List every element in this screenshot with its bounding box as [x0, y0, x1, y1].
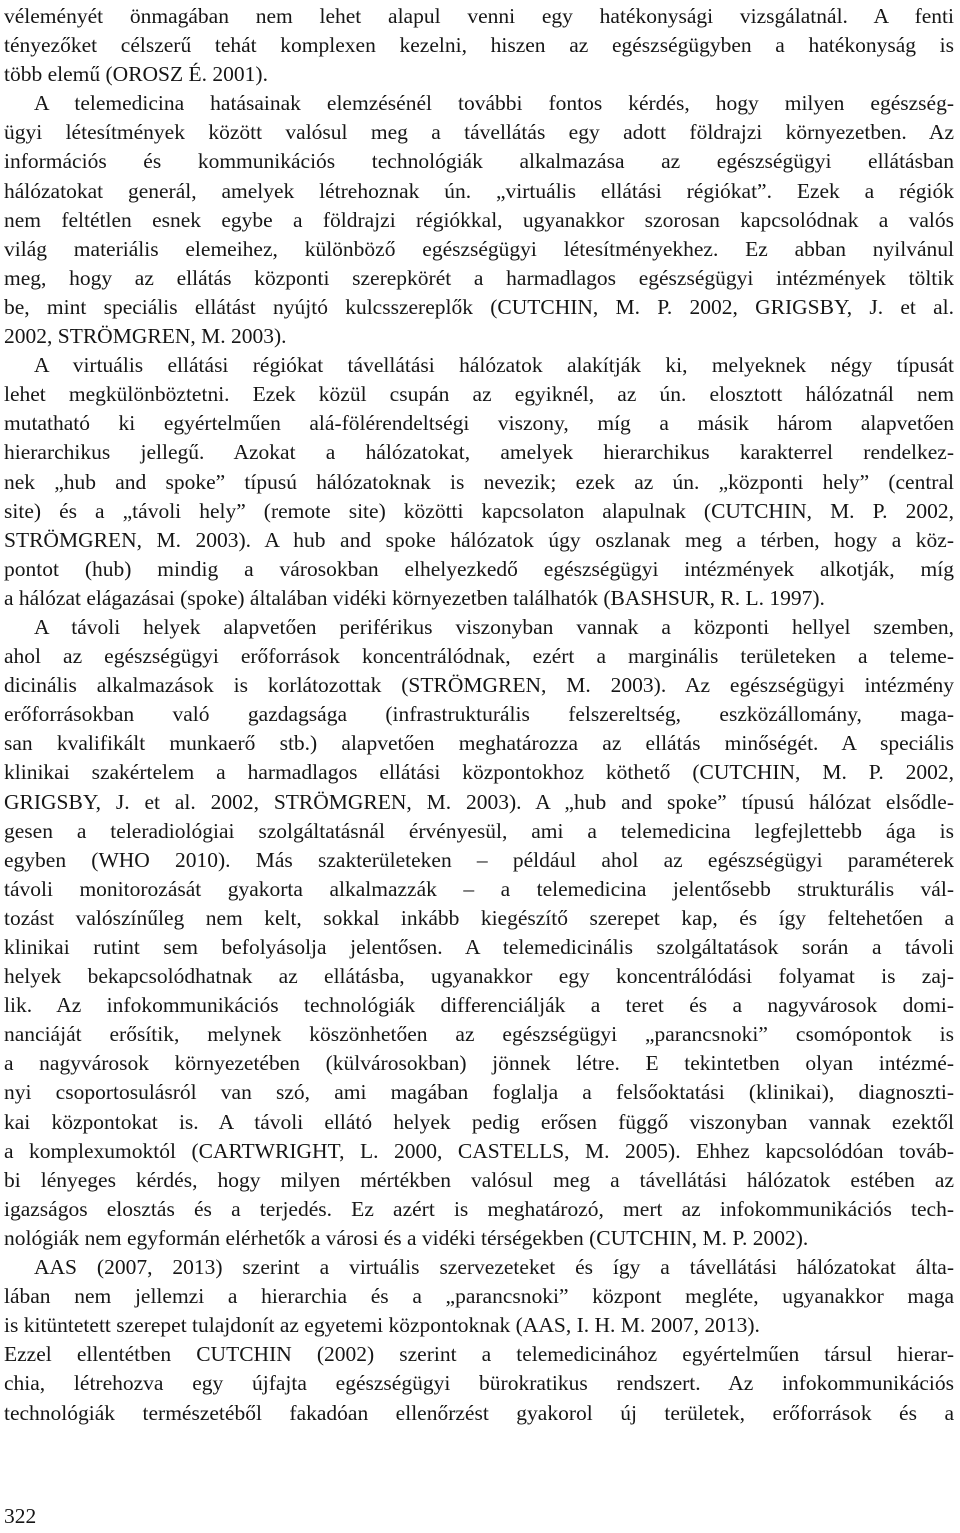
- text-line: meg, hogy az ellátás központi szerepkörét a harmadlagos egészségügyi intézmények töltik: [4, 265, 954, 290]
- text-line: lik. Az infokommunikációs technológiák differenciálják a teret és a nagyvárosok domi-: [4, 993, 954, 1018]
- text-line: kai központokat is. A távoli ellátó helyek pedig erősen függő viszonyban vannak ezektől: [4, 1109, 954, 1134]
- text-line: a hálózat elágazásai (spoke) általában vidéki környezetben találhatók (BASHSUR, R. L. 1997).: [4, 585, 825, 610]
- text-line: nológiák nem egyformán elérhetők a városi és a vidéki térségekben (CUTCHIN, M. P. 2002).: [4, 1225, 809, 1250]
- text-line: tényezőket célszerű tehát komplexen kezelni, hiszen az egészségügyben a hatékonyság is: [4, 33, 954, 58]
- text-line: véleményét önmagában nem lehet alapul venni egy hatékonysági vizsgálatnál. A fenti: [4, 4, 954, 28]
- text-line: pontot (hub) mindig a városokban elhelyezkedő egészségügyi intézmények alkotják, míg: [4, 556, 954, 581]
- text-line: hierarchikus jellegű. Azokat a hálózatokat, amelyek hierarchikus karakterrel rendelkez-: [4, 440, 954, 465]
- text-line: egyben (WHO 2010). Más szakterületeken – például ahol az egészségügyi paraméterek: [4, 847, 954, 872]
- text-line: hálózatokat generál, amelyek létrehoznak ún. „virtuális ellátási régiókat”. Ezek a régiók: [4, 178, 954, 203]
- text-line: be, mint speciális ellátást nyújtó kulcsszereplők (CUTCHIN, M. P. 2002, GRIGSBY, J. et al.: [4, 294, 954, 319]
- text-line: 2002, STRÖMGREN, M. 2003).: [4, 324, 287, 349]
- text-line: nek „hub and spoke” típusú hálózatoknak is nevezik; ezek az ún. „központi hely” (central: [4, 469, 954, 494]
- text-line: mutatható ki egyértelműen alá-fölérendeltségi viszony, míg a másik három alapvetően: [4, 411, 954, 436]
- text-line: igazságos elosztás és a terjedés. Ez azért is meghatározó, mert az infokommunikációs tech-: [4, 1196, 954, 1221]
- text-line: AAS (2007, 2013) szerint a virtuális szervezeteket és így a távellátási hálózatokat álta-: [34, 1255, 954, 1280]
- text-line: információs és kommunikációs technológiák alkalmazása az egészségügyi ellátásban: [4, 149, 954, 174]
- text-line: technológiák természetéből fakadóan ellenőrzést gyakorol új területek, erőforrások és a: [4, 1400, 954, 1425]
- article-body: [4, 2, 954, 1428]
- text-line: helyek bekapcsolódhatnak az ellátásba, ugyanakkor egy koncentrálódási folyamat is zaj-: [4, 964, 954, 989]
- text-line: távoli monitorozását gyakorta alkalmazzák – a telemedicina jelentősebb strukturális vál-: [4, 876, 954, 901]
- text-line: A telemedicina hatásainak elemzésénél további fontos kérdés, hogy milyen egészség-: [34, 91, 954, 116]
- text-line: klinikai szakértelem a harmadlagos ellátási központokhoz köthető (CUTCHIN, M. P. 2002,: [4, 760, 954, 785]
- text-line: klinikai rutint sem befolyásolja jelentősen. A telemedicinális szolgáltatások során a távoli: [4, 935, 954, 959]
- text-line: a komplexumoktól (CARTWRIGHT, L. 2000, CASTELLS, M. 2005). Ehhez kapcsolódóan továb-: [4, 1138, 954, 1163]
- text-line: chia, létrehozva egy újfajta egészségügyi bürokratikus rendszert. Az infokommunikációs: [4, 1371, 954, 1396]
- text-line: san kvalifikált munkaerő stb.) alapvetően meghatározza az ellátás minőségét. A speciális: [4, 731, 954, 756]
- text-line: a nagyvárosok környezetében (külvárosokban) jönnek létre. E tekintetben olyan intézmé-: [4, 1051, 954, 1076]
- text-line: nem feltétlen esnek egybe a földrajzi régiókkal, ugyanakkor szorosan kapcsolódnak a valós: [4, 207, 954, 232]
- text-line: nanciáját erősítik, melynek köszönhetően az egészségügyi „parancsnoki” csomópontok is: [4, 1022, 954, 1047]
- text-line: A távoli helyek alapvetően periférikus viszonyban vannak a központi hellyel szemben,: [34, 614, 954, 639]
- text-line: nyi csoportosulásról van szó, ami magában foglalja a felsőoktatási (klinikai), diagnoszti-: [4, 1080, 954, 1105]
- text-line: is kitüntetett szerepet tulajdonít az egyetemi központoknak (AAS, I. H. M. 2007, 2013).: [4, 1313, 760, 1338]
- text-line: GRIGSBY, J. et al. 2002, STRÖMGREN, M. 2003). A „hub and spoke” típusú hálózat elsődle-: [4, 789, 954, 814]
- text-line: A virtuális ellátási régiókat távellátási hálózatok alakítják ki, melyeknek négy típusát: [34, 353, 954, 378]
- text-line: site) és a „távoli hely” (remote site) közötti kapcsolaton alapulnak (CUTCHIN, M. P. 2002,: [4, 498, 954, 523]
- text-line: STRÖMGREN, M. 2003). A hub and spoke hálózatok úgy oszlanak meg a térben, hogy a köz-: [4, 527, 954, 552]
- text-line: tozást valószínűleg nem kelt, sokkal inkább kiegészítő szerepet kap, és így feltehetően a: [4, 905, 954, 930]
- text-line: gesen a teleradiológiai szolgáltatásnál érvényesül, ami a telemedicina legfejlettebb ága is: [4, 818, 954, 843]
- text-line: ahol az egészségügyi erőforrások koncentrálódnak, ezért a marginális területeken a teleme-: [4, 644, 954, 669]
- text-line: több elemű (OROSZ É. 2001).: [4, 62, 268, 87]
- text-line: Ezzel ellentétben CUTCHIN (2002) szerint a telemedicinához egyértelműen társul hierar-: [4, 1342, 954, 1367]
- text-line: lehet megkülönböztetni. Ezek közül csupán az egyiknél, az ún. elosztott hálózatnál nem: [4, 382, 954, 407]
- text-line: dicinális alkalmazások is korlátozottak (STRÖMGREN, M. 2003). Az egészségügyi intézmény: [4, 673, 954, 698]
- text-line: bi lényeges kérdés, hogy milyen mértékben valósul meg a távellátási hálózatok estében az: [4, 1167, 954, 1192]
- text-line: lában nem jellemzi a hierarchia és a „parancsnoki” központ megléte, ugyanakkor maga: [4, 1284, 954, 1309]
- page-number: 322: [4, 1504, 37, 1528]
- text-line: ügyi létesítmények között valósul meg a távellátás egy adott földrajzi környezetben. Az: [4, 120, 954, 145]
- text-line: világ materiális elemeihez, különböző egészségügyi létesítményekhez. Ez abban nyilvánul: [4, 236, 954, 261]
- text-line: erőforrásokban való gazdagsága (infrastrukturális felszereltség, eszközállomány, maga-: [4, 702, 954, 727]
